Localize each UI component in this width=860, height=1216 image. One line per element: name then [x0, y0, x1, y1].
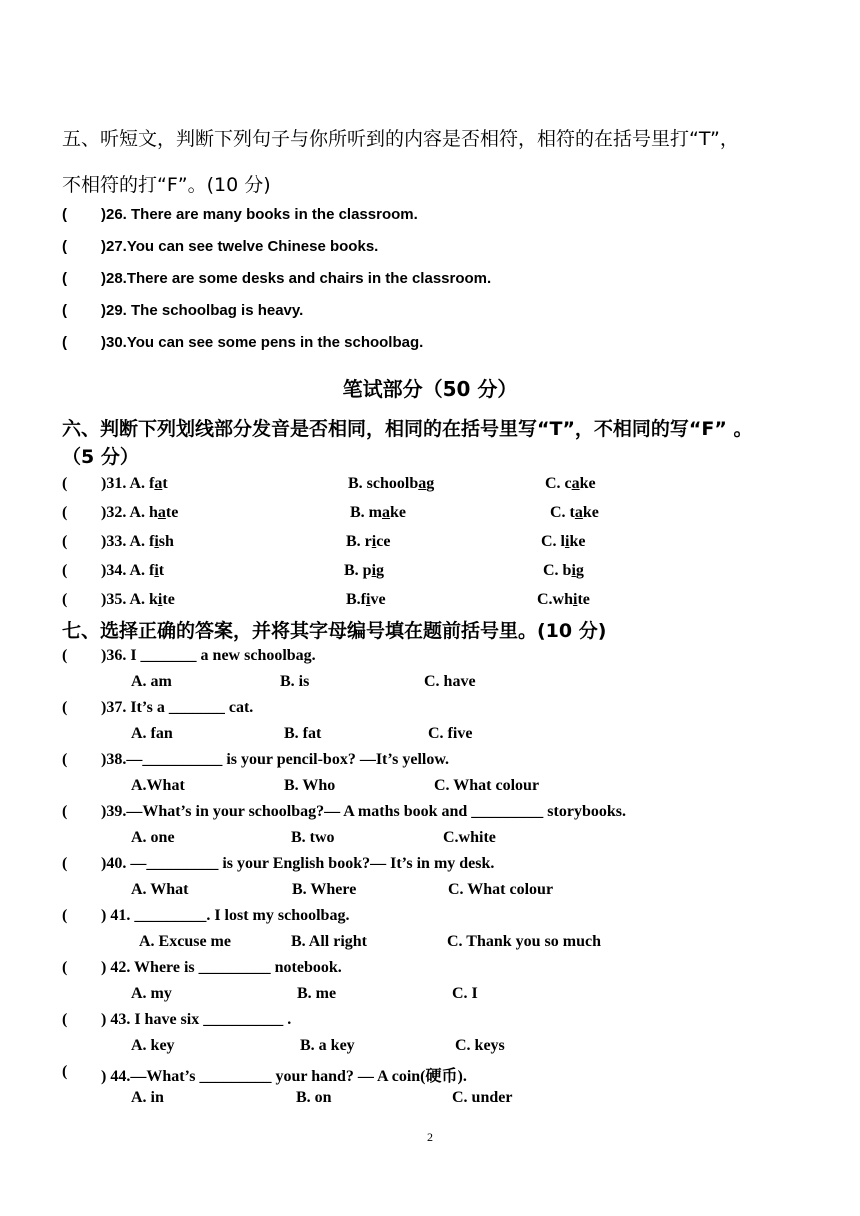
section5-title-line2: 不相符的打“F”。(10 分) [62, 174, 271, 196]
option-b: B. schoolbag [348, 475, 435, 492]
answer-paren: ( [62, 959, 68, 976]
option-a: A. my [131, 985, 172, 1002]
question-text: ) 44.—What’s _________ your hand? — A coin(硬币). [101, 1068, 467, 1085]
option-b: B. rice [346, 533, 391, 550]
option-c: C. like [541, 533, 586, 550]
option-a: A. key [131, 1037, 175, 1054]
question-text: )26. There are many books in the classroom. [101, 206, 418, 223]
option-a: A. one [131, 829, 175, 846]
option-b: B. on [296, 1089, 332, 1106]
question-text: )27.You can see twelve Chinese books. [101, 238, 379, 255]
written-section-title: 笔试部分（50 分） [342, 377, 518, 401]
question-text: ) 41. _________. I lost my schoolbag. [101, 907, 350, 924]
question-text: )37. It’s a _______ cat. [101, 699, 254, 716]
option-a: A. Excuse me [139, 933, 231, 950]
question-text: ) 43. I have six __________ . [101, 1011, 292, 1028]
option-c: C. keys [455, 1037, 505, 1054]
option-c: C. Thank you so much [447, 933, 601, 950]
option-c: C. I [452, 985, 478, 1002]
option-c: C. What colour [448, 881, 554, 898]
option-b: B. pig [344, 562, 385, 579]
answer-paren: ( [62, 562, 68, 579]
answer-paren: ( [62, 855, 68, 872]
answer-paren: ( [62, 533, 68, 550]
question-text: )40. —_________ is your English book?— It’s in my desk. [101, 855, 495, 872]
question-text: )38.—__________ is your pencil-box? —It’s yellow. [101, 751, 450, 768]
answer-paren: ( [62, 803, 68, 820]
answer-paren: ( [62, 699, 68, 716]
option-c: C. big [543, 562, 584, 579]
option-c: C. five [428, 725, 473, 742]
option-a: )31. A. fat [101, 475, 168, 492]
answer-paren: ( [62, 591, 68, 608]
option-b: B. make [350, 504, 406, 521]
answer-paren: ( [62, 475, 68, 492]
option-a: A. in [131, 1089, 164, 1106]
option-a: )35. A. kite [101, 591, 175, 608]
answer-paren: ( [62, 1063, 68, 1080]
answer-paren: ( [62, 302, 67, 319]
option-c: C. cake [545, 475, 596, 492]
option-b: B. a key [300, 1037, 355, 1054]
option-c: C. under [452, 1089, 513, 1106]
answer-paren: ( [62, 907, 68, 924]
section6-title-line1: 六、判断下列划线部分发音是否相同，相同的在括号里写“T”，不相同的写“F” 。 [62, 418, 753, 440]
page-number: 2 [427, 1130, 433, 1144]
answer-paren: ( [62, 1011, 68, 1028]
option-b: B. Where [292, 881, 357, 898]
answer-paren: ( [62, 504, 68, 521]
section6-title-line2: （5 分） [62, 446, 139, 468]
option-b: B. All right [291, 933, 368, 950]
option-b: B. me [297, 985, 337, 1002]
answer-paren: ( [62, 334, 67, 351]
option-a: A.What [131, 777, 185, 794]
section5-title-line1: 五、听短文，判断下列句子与你所听到的内容是否相符，相符的在括号里打“T”， [62, 128, 739, 150]
option-a: A. fan [131, 725, 173, 742]
question-text: )28.There are some desks and chairs in the classroom. [101, 270, 492, 287]
option-c: C. take [550, 504, 599, 521]
question-text: )30.You can see some pens in the schoolbag. [101, 334, 424, 351]
option-b: B. fat [284, 725, 322, 742]
option-a: A. am [131, 673, 172, 690]
question-text: )36. I _______ a new schoolbag. [101, 647, 316, 664]
option-b: B. is [280, 673, 310, 690]
answer-paren: ( [62, 751, 68, 768]
answer-paren: ( [62, 238, 67, 255]
answer-paren: ( [62, 647, 68, 664]
question-text: ) 42. Where is _________ notebook. [101, 959, 342, 976]
option-a: )33. A. fish [101, 533, 174, 550]
option-c: C. have [424, 673, 476, 690]
answer-paren: ( [62, 206, 67, 223]
option-b: B.five [346, 591, 386, 608]
option-c: C. What colour [434, 777, 540, 794]
option-a: )32. A. hate [101, 504, 179, 521]
answer-paren: ( [62, 270, 67, 287]
option-a: )34. A. fit [101, 562, 165, 579]
section7-title: 七、选择正确的答案，并将其字母编号填在题前括号里。(10 分) [62, 620, 607, 642]
question-text: )29. The schoolbag is heavy. [101, 302, 304, 319]
option-c: C.white [537, 591, 590, 608]
option-b: B. Who [284, 777, 336, 794]
option-c: C.white [443, 829, 496, 846]
question-text: )39.—What’s in your schoolbag?— A maths book and _________ storybooks. [101, 803, 626, 820]
option-a: A. What [131, 881, 189, 898]
option-b: B. two [291, 829, 335, 846]
